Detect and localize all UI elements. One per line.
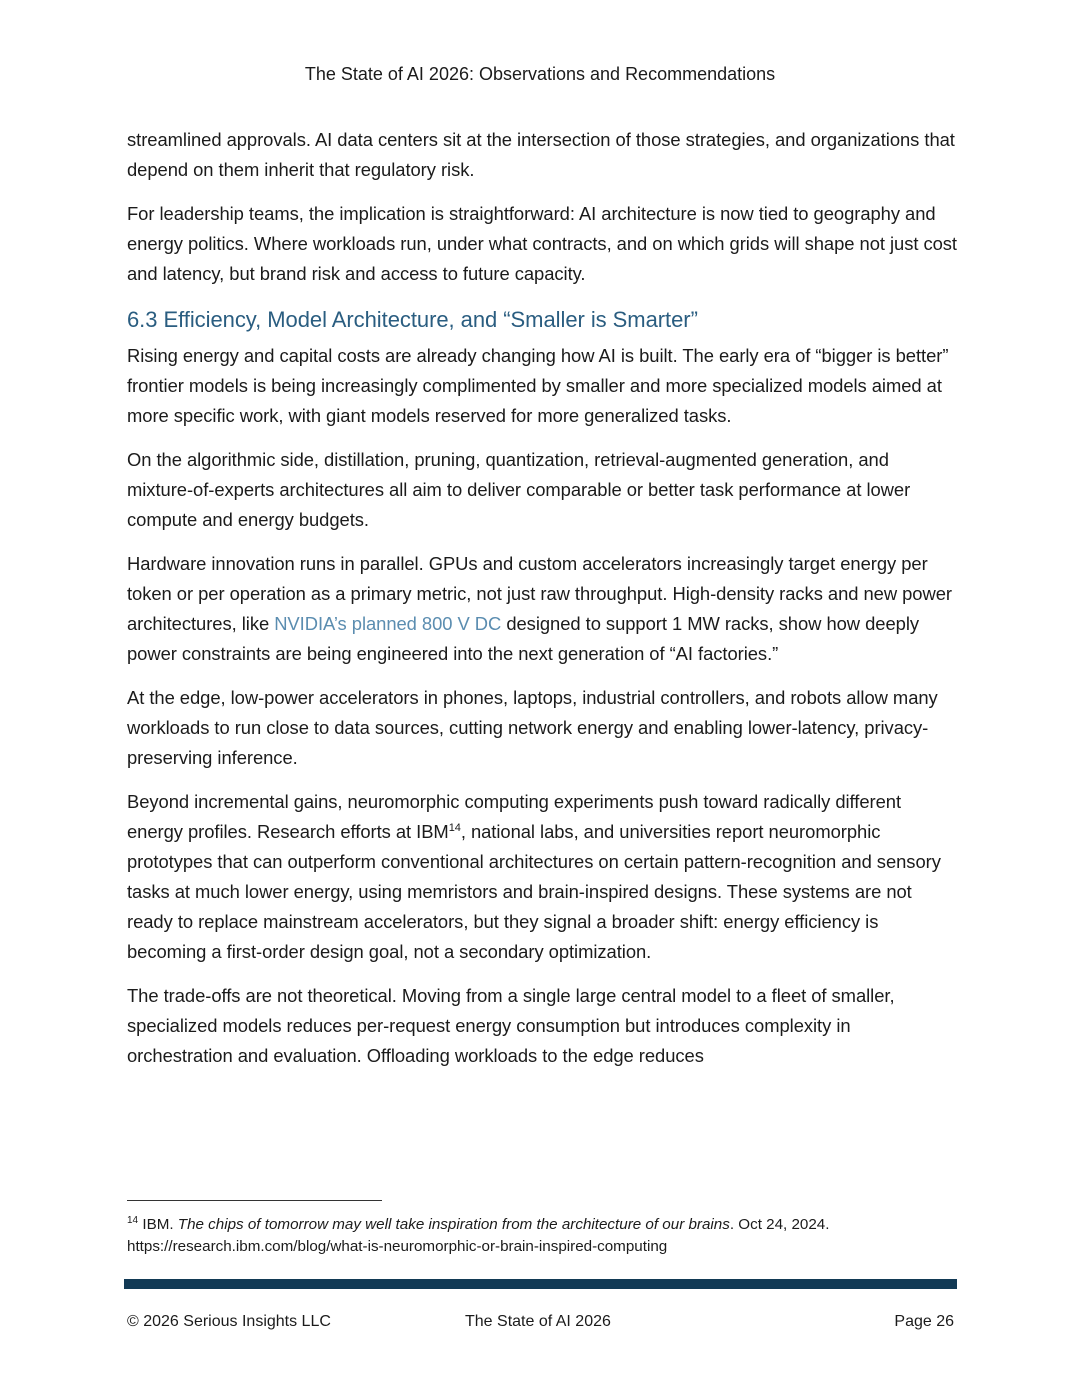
nvidia-800v-dc-link[interactable]: NVIDIA’s planned 800 V DC xyxy=(274,613,502,634)
paragraph-regulatory-risk: streamlined approvals. AI data centers sit at the intersection of those strategies, and organizations that depend on them inherit that regulatory risk. xyxy=(127,129,955,180)
footnote-url[interactable]: https://research.ibm.com/blog/what-is-neuromorphic-or-brain-inspired-computing xyxy=(127,1238,668,1255)
hardware-text-before-link: Hardware innovation runs in parallel. GPUs and custom accelerators increasingly target energy per token or per operation as a primary metric, not just raw throughput. High-density racks and new power architectures, like xyxy=(127,553,952,634)
footnote-reference-14[interactable]: 14 xyxy=(448,821,461,834)
hardware-text-after-link: designed to support 1 MW racks, show how deeply power constraints are being engineered into the next generation of “AI factories.” xyxy=(127,613,919,664)
neuromorphic-text-after-ref: , national labs, and universities report neuromorphic prototypes that can outperform conventional architectures on certain pattern-recognition and sensory tasks at much lower energy, using memristors and brain-inspired designs. These systems are not ready to replace mainstream accelerators, but they signal a broader shift: energy efficiency is becoming a first-order design goal, not a secondary optimization. xyxy=(127,821,941,962)
footnote-date: . Oct 24, 2024. xyxy=(729,1216,830,1233)
footnote-article-title: The chips of tomorrow may well take inspiration from the architecture of our brains xyxy=(177,1216,730,1233)
footer-page-number: Page 26 xyxy=(894,1313,954,1330)
footnote-separator xyxy=(127,1200,382,1201)
paragraph-edge-accelerators: At the edge, low-power accelerators in phones, laptops, industrial controllers, and robots allow many workloads to run close to data sources, cutting network energy and enabling lower-latency, privacy-preserving inference. xyxy=(127,687,938,768)
section-heading-6-3: 6.3 Efficiency, Model Architecture, and “Smaller is Smarter” xyxy=(127,307,698,332)
footnote-14 xyxy=(127,1214,957,1258)
footnote-source: IBM. xyxy=(138,1216,178,1233)
paragraph-algorithmic-side: On the algorithmic side, distillation, pruning, quantization, retrieval-augmented generation, and mixture-of-experts architectures all aim to deliver comparable or better task performance at lower compute and energy budgets. xyxy=(127,449,911,530)
paragraph-hardware-innovation xyxy=(127,549,959,669)
footer-copyright: © 2026 Serious Insights LLC xyxy=(127,1313,331,1330)
footer-document-title: The State of AI 2026 xyxy=(465,1313,611,1330)
neuromorphic-text-before-ref: Beyond incremental gains, neuromorphic computing experiments push toward radically different energy profiles. Research efforts at IBM xyxy=(127,791,902,842)
running-header: The State of AI 2026: Observations and Recommendations xyxy=(304,64,776,84)
paragraph-trade-offs: The trade-offs are not theoretical. Moving from a single large central model to a fleet of smaller, specialized models reduces per-request energy consumption but introduces complexity in orchestration and evaluation. Offloading workloads to the edge reduces xyxy=(127,985,895,1066)
paragraph-leadership-implication: For leadership teams, the implication is straightforward: AI architecture is now tied to geography and energy politics. Where workloads run, under what contracts, and on which grids will shape not just cost and latency, but brand risk and access to future capacity. xyxy=(127,203,957,284)
paragraph-rising-costs: Rising energy and capital costs are already changing how AI is built. The early era of “bigger is better” frontier models is being increasingly complimented by smaller and more specialized models aimed at more specific work, with giant models reserved for more generalized tasks. xyxy=(127,345,949,426)
page-body xyxy=(127,125,959,1085)
paragraph-neuromorphic xyxy=(127,787,959,967)
footer-divider-bar xyxy=(124,1279,957,1289)
footnote-number: 14 xyxy=(127,1214,139,1226)
